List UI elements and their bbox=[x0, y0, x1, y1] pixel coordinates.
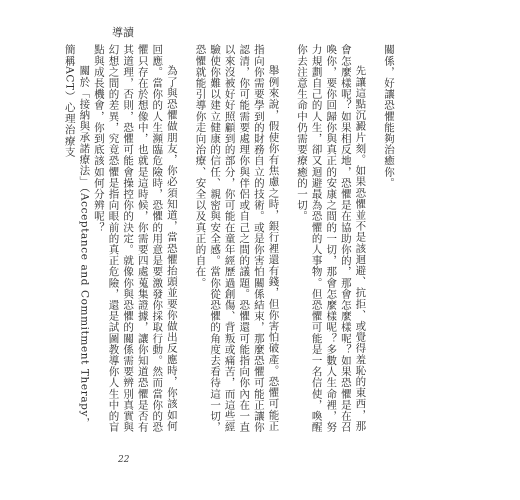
paragraph-4: 為了與恐懼做朋友，你必須知道，當恐懼抬頭並要你做出反應時，你該如何回應。當你的人生瀕臨危險時，恐懼的用意是要激發你採取行動。然而當你的恐懼只存在於想像中，也就是這時候，你需要四處蒐集證據，讓你知道恐懼是否有其道理，否則，恐懼可能會操控你的決定。就像你與恐懼的關係需要辨別真實與幻想之間的差異，究竟恐懼是指向眼前的真正危險，還是試圖教導你人生中的盲點與成長機會，你到底該如何分辨呢？ bbox=[92, 44, 178, 433]
page-number: 22 bbox=[118, 455, 130, 465]
paragraph-5: 關於「接納與承諾療法」（Acceptance and Commitment Therapy，簡稱ACT）心理治療支 bbox=[63, 44, 91, 429]
paragraph-3: 舉例來說，假使你有焦慮之時，銀行裡還有錢，但你害怕破產。恐懼可能正指向你需要學到的財務自立的技術。或是你害怕關係結束，那麼恐懼可能正讓你認清，你可能需要處理你與伴侶或自己之間的議題。恐懼還可能指向你內在一直以來沒被好好照顧到的部分，你可能在童年經歷過創傷、背叛或痛苦，而這些經驗使你難以建立健康的信任、親密與安全感。當你從恐懼的角度去看待這一切，恐懼就能引導你走向治療、安全以及真正的自在。 bbox=[194, 44, 280, 433]
running-header: 導讀 bbox=[112, 26, 134, 39]
paragraph-2: 先讓這點沉澱片刻。如果恐懼並不是該迴避、抗拒、或覺得羞恥的東西，那會怎麼樣呢？如果相反地，恐懼是在協助你的，那會怎麼樣呢？如果恐懼是在召喚你，要你回歸你與真正的安康之間的一切，那會怎麼樣呢？多數人生命裡，努力規劃自己的人生，卻又迴避最為恐懼的人事物。但恐懼可能是一名信使，喚醒你去注意生命中仍需要療癒的一切。 bbox=[296, 44, 367, 433]
paragraph-1: 關係，好讓恐懼能夠治癒你。 bbox=[383, 44, 395, 189]
body-text bbox=[63, 44, 410, 436]
